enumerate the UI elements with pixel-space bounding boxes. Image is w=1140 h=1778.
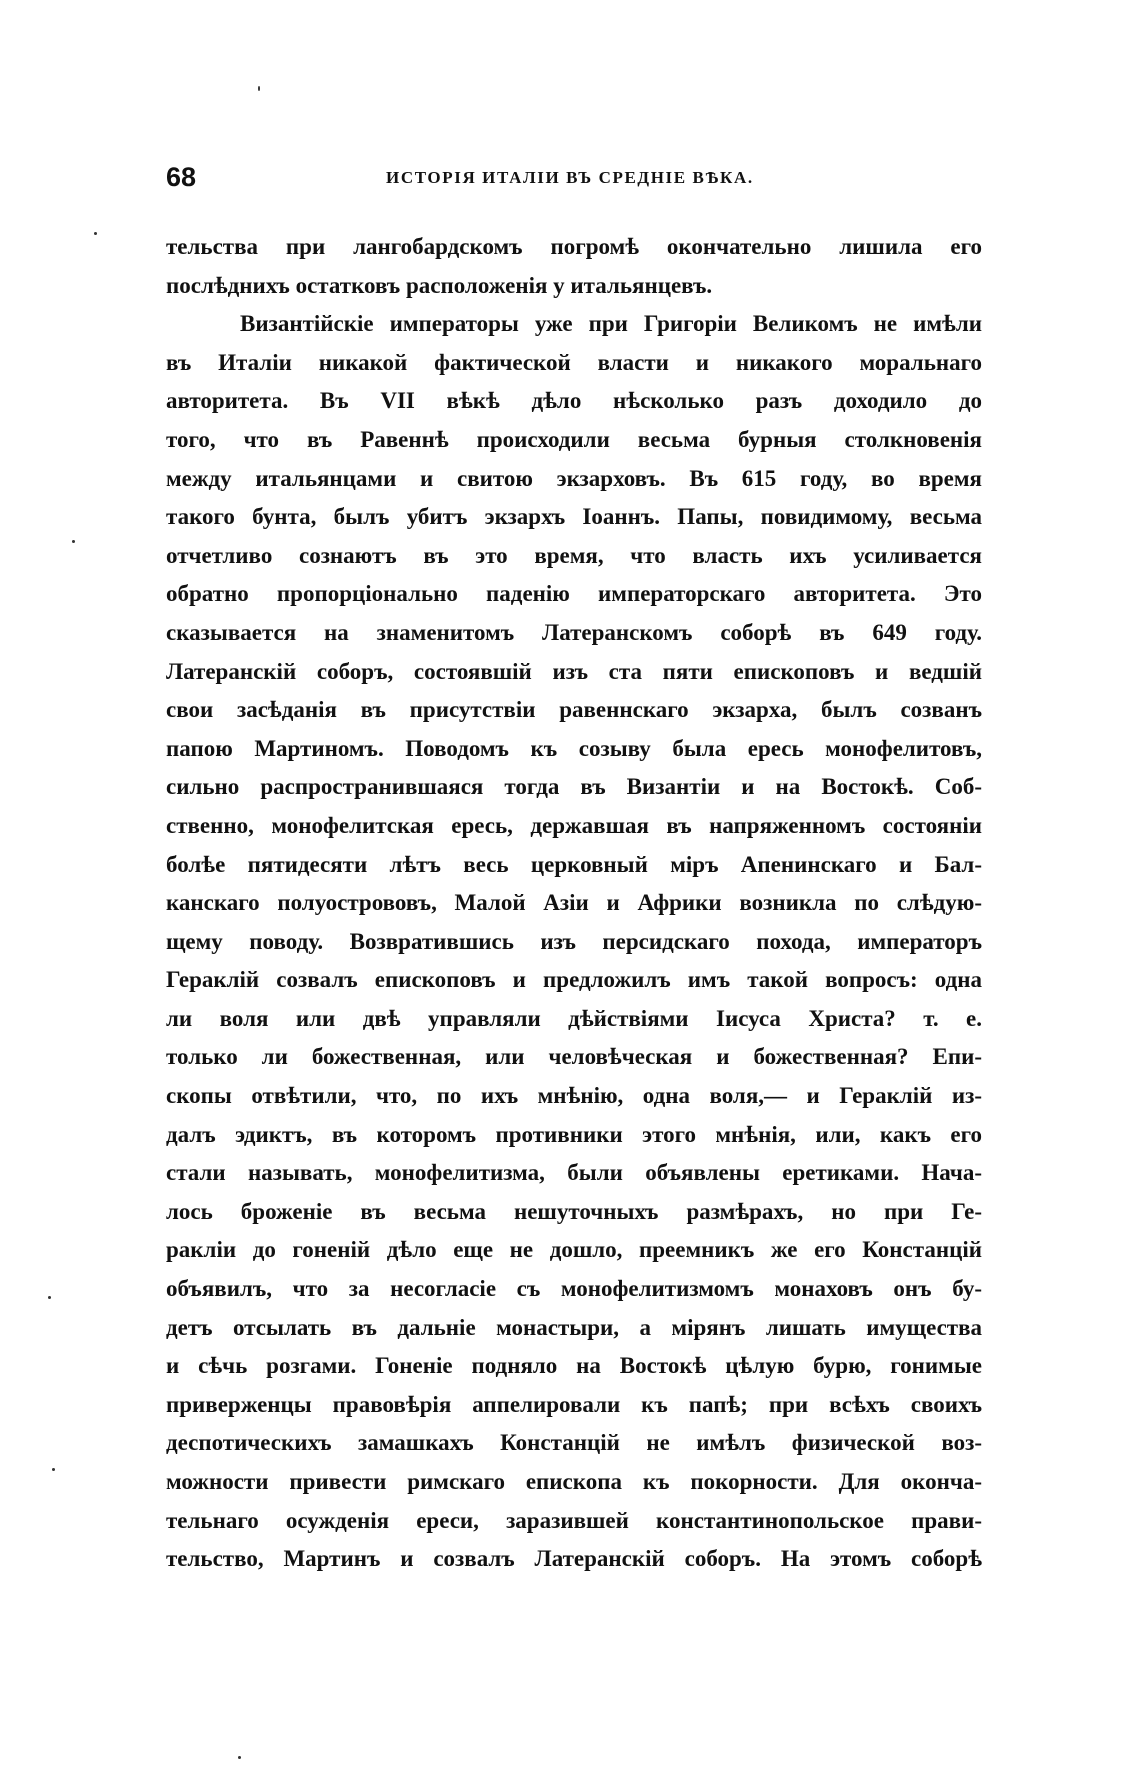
text-line: тельство, Мартинъ и созвалъ Латеранскій соборъ. На этомъ соборѣ (166, 1546, 982, 1572)
text-line: такого бунта, былъ убитъ экзархъ Іоаннъ. Папы, повидимому, весьма (166, 504, 982, 530)
text-line: свои засѣданія въ присутствіи равеннскаго экзарха, былъ созванъ (166, 697, 982, 723)
text-line: стали называть, монофелитизма, были объявлены еретиками. Нача- (166, 1160, 982, 1186)
text-line: обратно пропорціонально паденію императорскаго авторитета. Это (166, 581, 982, 607)
text-line: того, что въ Равеннѣ происходили весьма бурныя столкновенія (166, 426, 982, 452)
text-line: ракліи до гоненій дѣло еще не дошло, преемникъ же его Констанцій (166, 1237, 982, 1263)
text-line: послѣднихъ остатковъ расположенія у итальянцевъ. (166, 272, 713, 298)
text-line: авторитета. Въ VII вѣкѣ дѣло нѣсколько разъ доходило до (166, 388, 982, 414)
text-line: ственно, монофелитская ересь, державшая въ напряженномъ состояніи (166, 812, 982, 838)
text-line: отчетливо сознаютъ въ это время, что власть ихъ усиливается (166, 542, 982, 568)
print-speck (52, 1468, 55, 1471)
text-line: щему поводу. Возвратившись изъ персидскаго похода, императоръ (166, 928, 982, 954)
print-speck (94, 232, 97, 235)
print-speck (238, 1756, 241, 1759)
text-line: деспотическихъ замашкахъ Констанцій не имѣлъ физической воз- (166, 1430, 982, 1456)
text-line: далъ эдиктъ, въ которомъ противники этого мнѣнія, или, какъ его (166, 1121, 982, 1147)
running-head: ИСТОРІЯ ИТАЛІИ ВЪ СРЕДНІЕ ВѢКА. (386, 168, 754, 187)
text-line: можности привести римскаго епископа къ покорности. Для оконча- (166, 1469, 982, 1494)
text-line: Гераклій созвалъ епископовъ и предложилъ имъ такой вопросъ: одна (166, 967, 982, 993)
print-speck (72, 540, 75, 543)
paragraph-start-line: Византійскіе императоры уже при Григоріи Великомъ не имѣли (240, 311, 982, 337)
page-header (166, 160, 982, 200)
text-line: ли воля или двѣ управляли дѣйствіями Іисуса Христа? т. е. (166, 1005, 982, 1031)
text-line: папою Мартиномъ. Поводомъ къ созыву была ересь монофелитовъ, (166, 735, 982, 761)
text-line: сильно распространившаяся тогда въ Византіи и на Востокѣ. Соб- (166, 774, 982, 800)
text-line: скопы отвѣтили, что, по ихъ мнѣнію, одна воля,— и Гераклій из- (166, 1083, 982, 1109)
text-line: канскаго полуострововъ, Малой Азіи и Африки возникла по слѣдую- (166, 890, 982, 916)
print-speck (258, 86, 260, 91)
text-line: объявилъ, что за несогласіе съ монофелитизмомъ монаховъ онъ бу- (166, 1276, 982, 1302)
text-line: лось броженіе въ весьма нешуточныхъ размѣрахъ, но при Ге- (166, 1198, 982, 1224)
text-line: въ Италіи никакой фактической власти и никакого моральнаго (166, 349, 982, 375)
text-line: приверженцы правовѣрія аппелировали къ папѣ; при всѣхъ своихъ (166, 1391, 982, 1417)
body-text (166, 228, 982, 1579)
text-line: Латеранскій соборъ, состоявшій изъ ста пяти епископовъ и ведшій (166, 658, 982, 684)
text-line: болѣе пятидесяти лѣтъ весь церковный міръ Апенинскаго и Бал- (166, 851, 982, 877)
text-line: только ли божественная, или человѣческая и божественная? Епи- (166, 1044, 982, 1070)
text-line: и сѣчь розгами. Гоненіе подняло на Востокѣ цѣлую бурю, гонимые (166, 1353, 982, 1379)
text-line: между итальянцами и свитою экзарховъ. Въ 615 году, во время (166, 465, 982, 491)
text-line: тельства при лангобардскомъ погромѣ окончательно лишила его (166, 234, 982, 259)
text-line: детъ отсылать въ дальніе монастыри, а мірянъ лишать имущества (166, 1314, 982, 1340)
print-speck (48, 1296, 51, 1299)
page-number: 68 (166, 162, 197, 192)
text-line: тельнаго осужденія ереси, заразившей константинопольское прави- (166, 1507, 982, 1533)
text-line: сказывается на знаменитомъ Латеранскомъ соборѣ въ 649 году. (166, 619, 982, 645)
